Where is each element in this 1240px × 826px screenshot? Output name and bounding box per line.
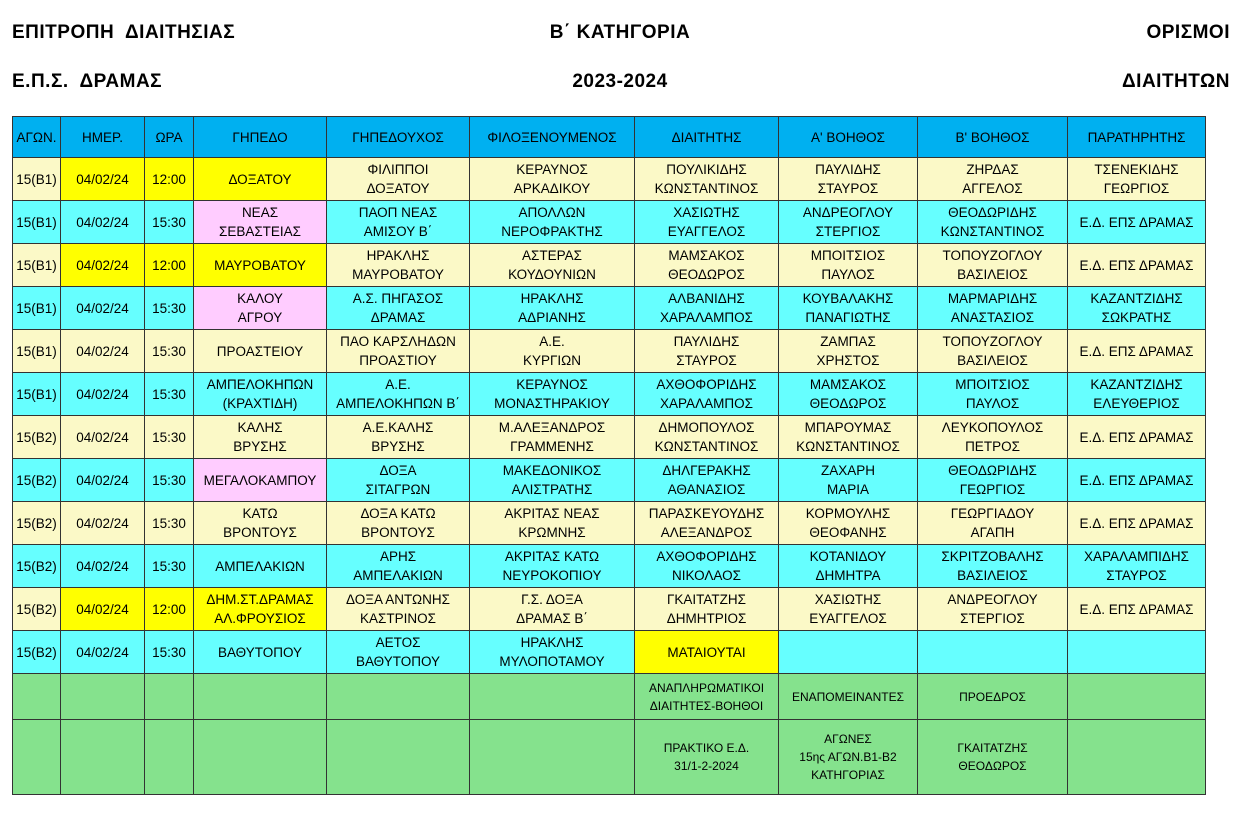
cell-match-round: 15(Β2) (13, 459, 61, 502)
season-title: 2023-2024 (572, 71, 668, 92)
cell-away-team: ΜΑΚΕΔΟΝΙΚΟΣ ΑΛΙΣΤΡΑΤΗΣ (470, 459, 635, 502)
column-header-observer: ΠΑΡΑΤΗΡΗΤΗΣ (1068, 117, 1206, 158)
footer-cell-home-team (327, 674, 470, 720)
cell-time: 15:30 (145, 459, 194, 502)
cell-referee: ΔΗΛΓΕΡΑΚΗΣ ΑΘΑΝΑΣΙΟΣ (635, 459, 779, 502)
column-header-time: ΩΡΑ (145, 117, 194, 158)
cell-match-round: 15(Β1) (13, 158, 61, 201)
cell-stadium: ΜΕΓΑΛΟΚΑΜΠΟΥ (194, 459, 327, 502)
federation-name: Ε.Π.Σ. ΔΡΑΜΑΣ (12, 71, 163, 92)
cell-assistant-2: ΖΗΡΔΑΣ ΑΓΓΕΛΟΣ (918, 158, 1068, 201)
table-row (13, 330, 1206, 373)
cell-home-team: ΔΟΞΑ ΣΙΤΑΓΡΩΝ (327, 459, 470, 502)
cell-observer: ΧΑΡΑΛΑΜΠΙΔΗΣ ΣΤΑΥΡΟΣ (1068, 545, 1206, 588)
cell-date: 04/02/24 (61, 158, 145, 201)
footer-cell-stadium (194, 674, 327, 720)
footer-cell-referee: ΑΝΑΠΛΗΡΩΜΑΤΙΚΟΙ ΔΙΑΙΤΗΤΕΣ-ΒΟΗΘΟΙ (635, 674, 779, 720)
cell-assistant-1: ΚΟΥΒΑΛΑΚΗΣ ΠΑΝΑΓΙΩΤΗΣ (779, 287, 918, 330)
cell-stadium: ΒΑΘΥΤΟΠΟΥ (194, 631, 327, 674)
cell-match-round: 15(Β2) (13, 588, 61, 631)
cell-date: 04/02/24 (61, 373, 145, 416)
cell-observer: Ε.Δ. ΕΠΣ ΔΡΑΜΑΣ (1068, 459, 1206, 502)
footer-cell-match-round (13, 674, 61, 720)
cell-away-team: ΑΚΡΙΤΑΣ ΚΑΤΩ ΝΕΥΡΟΚΟΠΙΟΥ (470, 545, 635, 588)
cell-date: 04/02/24 (61, 631, 145, 674)
cell-home-team: ΗΡΑΚΛΗΣ ΜΑΥΡΟΒΑΤΟΥ (327, 244, 470, 287)
footer-cell-time (145, 674, 194, 720)
cell-away-team: Μ.ΑΛΕΞΑΝΔΡΟΣ ΓΡΑΜΜΕΝΗΣ (470, 416, 635, 459)
cell-observer: ΚΑΖΑΝΤΖΙΔΗΣ ΕΛΕΥΘΕΡΙΟΣ (1068, 373, 1206, 416)
footer-cell-date (61, 720, 145, 795)
cell-time: 15:30 (145, 416, 194, 459)
cell-assistant-1: ΠΑΥΛΙΔΗΣ ΣΤΑΥΡΟΣ (779, 158, 918, 201)
cell-match-round: 15(Β2) (13, 631, 61, 674)
cell-date: 04/02/24 (61, 459, 145, 502)
cell-time: 12:00 (145, 244, 194, 287)
footer-cell-referee: ΠΡΑΚΤΙΚΟ Ε.Δ. 31/1-2-2024 (635, 720, 779, 795)
committee-title: ΕΠΙΤΡΟΠΗ ΔΙΑΙΤΗΣΙΑΣ (12, 22, 236, 43)
cell-match-round: 15(Β1) (13, 373, 61, 416)
cell-referee: ΜΑΤΑΙΟΥΤΑΙ (635, 631, 779, 674)
cell-observer (1068, 631, 1206, 674)
column-header-assistant-2: Β' ΒΟΗΘΟΣ (918, 117, 1068, 158)
cell-assistant-1: ΜΠΟΙΤΣΙΟΣ ΠΑΥΛΟΣ (779, 244, 918, 287)
column-header-home-team: ΓΗΠΕΔΟΥΧΟΣ (327, 117, 470, 158)
table-row (13, 588, 1206, 631)
column-header-stadium: ΓΗΠΕΔΟ (194, 117, 327, 158)
cell-match-round: 15(Β2) (13, 502, 61, 545)
referee-assignments-table (12, 116, 1206, 795)
footer-cell-stadium (194, 720, 327, 795)
footer-cell-assistant-2: ΓΚΑΙΤΑΤΖΗΣ ΘΕΟΔΩΡΟΣ (918, 720, 1068, 795)
cell-time: 15:30 (145, 201, 194, 244)
cell-time: 15:30 (145, 330, 194, 373)
cell-time: 15:30 (145, 631, 194, 674)
cell-observer: Ε.Δ. ΕΠΣ ΔΡΑΜΑΣ (1068, 588, 1206, 631)
cell-away-team: ΑΠΟΛΛΩΝ ΝΕΡΟΦΡΑΚΤΗΣ (470, 201, 635, 244)
cell-assistant-1: ΜΠΑΡΟΥΜΑΣ ΚΩΝΣΤΑΝΤΙΝΟΣ (779, 416, 918, 459)
cell-date: 04/02/24 (61, 201, 145, 244)
footer-cell-home-team (327, 720, 470, 795)
assignments-title: ΟΡΙΣΜΟΙ (1146, 22, 1230, 43)
column-header-date: ΗΜΕΡ. (61, 117, 145, 158)
cell-assistant-1: ΑΝΔΡΕΟΓΛΟΥ ΣΤΕΡΓΙΟΣ (779, 201, 918, 244)
cell-assistant-1: ΚΟΤΑΝΙΔΟΥ ΔΗΜΗΤΡΑ (779, 545, 918, 588)
table-row (13, 416, 1206, 459)
table-row (13, 373, 1206, 416)
referees-title: ΔΙΑΙΤΗΤΩΝ (1122, 71, 1230, 92)
footer-cell-match-round (13, 720, 61, 795)
cell-date: 04/02/24 (61, 330, 145, 373)
column-header-assistant-1: Α' ΒΟΗΘΟΣ (779, 117, 918, 158)
cell-home-team: ΠΑΟΠ ΝΕΑΣ ΑΜΙΣΟΥ Β΄ (327, 201, 470, 244)
cell-date: 04/02/24 (61, 416, 145, 459)
cell-home-team: Α.Σ. ΠΗΓΑΣΟΣ ΔΡΑΜΑΣ (327, 287, 470, 330)
footer-cell-assistant-1: ΕΝΑΠΟΜΕΙΝΑΝΤΕΣ (779, 674, 918, 720)
cell-stadium: ΜΑΥΡΟΒΑΤΟΥ (194, 244, 327, 287)
table-row (13, 158, 1206, 201)
cell-referee: ΠΟΥΛΙΚΙΔΗΣ ΚΩΝΣΤΑΝΤΙΝΟΣ (635, 158, 779, 201)
footer-cell-time (145, 720, 194, 795)
cell-home-team: ΔΟΞΑ ΑΝΤΩΝΗΣ ΚΑΣΤΡΙΝΟΣ (327, 588, 470, 631)
footer-cell-date (61, 674, 145, 720)
cell-away-team: Α.Ε. ΚΥΡΓΙΩΝ (470, 330, 635, 373)
cell-referee: ΠΑΡΑΣΚΕΥΟΥΔΗΣ ΑΛΕΞΑΝΔΡΟΣ (635, 502, 779, 545)
table-row (13, 459, 1206, 502)
cell-observer: Ε.Δ. ΕΠΣ ΔΡΑΜΑΣ (1068, 244, 1206, 287)
cell-home-team: ΑΕΤΟΣ ΒΑΘΥΤΟΠΟΥ (327, 631, 470, 674)
cell-assistant-2: ΘΕΟΔΩΡΙΔΗΣ ΓΕΩΡΓΙΟΣ (918, 459, 1068, 502)
cell-referee: ΜΑΜΣΑΚΟΣ ΘΕΟΔΩΡΟΣ (635, 244, 779, 287)
cell-time: 12:00 (145, 158, 194, 201)
cell-date: 04/02/24 (61, 588, 145, 631)
cell-referee: ΠΑΥΛΙΔΗΣ ΣΤΑΥΡΟΣ (635, 330, 779, 373)
table-header-row (13, 117, 1206, 158)
cell-assistant-1 (779, 631, 918, 674)
cell-home-team: ΔΟΞΑ ΚΑΤΩ ΒΡΟΝΤΟΥΣ (327, 502, 470, 545)
cell-referee: ΑΧΘΟΦΟΡΙΔΗΣ ΧΑΡΑΛΑΜΠΟΣ (635, 373, 779, 416)
table-row (13, 502, 1206, 545)
footer-cell-observer (1068, 720, 1206, 795)
cell-date: 04/02/24 (61, 287, 145, 330)
cell-match-round: 15(Β2) (13, 416, 61, 459)
cell-home-team: Α.Ε.ΚΑΛΗΣ ΒΡΥΣΗΣ (327, 416, 470, 459)
cell-away-team: ΗΡΑΚΛΗΣ ΑΔΡΙΑΝΗΣ (470, 287, 635, 330)
column-header-away-team: ΦΙΛΟΞΕΝΟΥΜΕΝΟΣ (470, 117, 635, 158)
column-header-referee: ΔΙΑΙΤΗΤΗΣ (635, 117, 779, 158)
cell-assistant-1: ΧΑΣΙΩΤΗΣ ΕΥΑΓΓΕΛΟΣ (779, 588, 918, 631)
cell-referee: ΑΛΒΑΝΙΔΗΣ ΧΑΡΑΛΑΜΠΟΣ (635, 287, 779, 330)
cell-observer: Ε.Δ. ΕΠΣ ΔΡΑΜΑΣ (1068, 416, 1206, 459)
cell-assistant-2: ΜΠΟΙΤΣΙΟΣ ΠΑΥΛΟΣ (918, 373, 1068, 416)
cell-observer: Ε.Δ. ΕΠΣ ΔΡΑΜΑΣ (1068, 502, 1206, 545)
footer-cell-observer (1068, 674, 1206, 720)
cell-match-round: 15(Β1) (13, 201, 61, 244)
table-row (13, 287, 1206, 330)
cell-assistant-2 (918, 631, 1068, 674)
table-body (13, 158, 1206, 795)
cell-time: 15:30 (145, 373, 194, 416)
cell-time: 15:30 (145, 287, 194, 330)
cell-away-team: Γ.Σ. ΔΟΞΑ ΔΡΑΜΑΣ Β΄ (470, 588, 635, 631)
cell-stadium: ΑΜΠΕΛΟΚΗΠΩΝ (ΚΡΑΧΤΙΔΗ) (194, 373, 327, 416)
cell-stadium: ΑΜΠΕΛΑΚΙΩΝ (194, 545, 327, 588)
table-row (13, 631, 1206, 674)
cell-assistant-2: ΑΝΔΡΕΟΓΛΟΥ ΣΤΕΡΓΙΟΣ (918, 588, 1068, 631)
cell-match-round: 15(Β1) (13, 244, 61, 287)
table-row (13, 201, 1206, 244)
cell-home-team: ΦΙΛΙΠΠΟΙ ΔΟΞΑΤΟΥ (327, 158, 470, 201)
cell-time: 15:30 (145, 545, 194, 588)
footer-cell-assistant-1: ΑΓΩΝΕΣ 15ης ΑΓΩΝ.Β1-Β2 ΚΑΤΗΓΟΡΙΑΣ (779, 720, 918, 795)
cell-match-round: 15(Β2) (13, 545, 61, 588)
cell-referee: ΔΗΜΟΠΟΥΛΟΣ ΚΩΝΣΤΑΝΤΙΝΟΣ (635, 416, 779, 459)
cell-referee: ΓΚΑΙΤΑΤΖΗΣ ΔΗΜΗΤΡΙΟΣ (635, 588, 779, 631)
cell-away-team: ΑΚΡΙΤΑΣ ΝΕΑΣ ΚΡΩΜΝΗΣ (470, 502, 635, 545)
footer-cell-assistant-2: ΠΡΟΕΔΡΟΣ (918, 674, 1068, 720)
cell-date: 04/02/24 (61, 502, 145, 545)
cell-away-team: ΑΣΤΕΡΑΣ ΚΟΥΔΟΥΝΙΩΝ (470, 244, 635, 287)
column-header-match-round: ΑΓΩΝ. (13, 117, 61, 158)
cell-referee: ΧΑΣΙΩΤΗΣ ΕΥΑΓΓΕΛΟΣ (635, 201, 779, 244)
cell-assistant-1: ΖΑΜΠΑΣ ΧΡΗΣΤΟΣ (779, 330, 918, 373)
cell-time: 12:00 (145, 588, 194, 631)
cell-home-team: ΠΑΟ ΚΑΡΣΛΗΔΩΝ ΠΡΟΑΣΤΙΟΥ (327, 330, 470, 373)
cell-date: 04/02/24 (61, 545, 145, 588)
cell-assistant-2: ΤΟΠΟΥΖΟΓΛΟΥ ΒΑΣΙΛΕΙΟΣ (918, 330, 1068, 373)
cell-date: 04/02/24 (61, 244, 145, 287)
cell-observer: ΚΑΖΑΝΤΖΙΔΗΣ ΣΩΚΡΑΤΗΣ (1068, 287, 1206, 330)
cell-home-team: ΑΡΗΣ ΑΜΠΕΛΑΚΙΩΝ (327, 545, 470, 588)
cell-assistant-2: ΘΕΟΔΩΡΙΔΗΣ ΚΩΝΣΤΑΝΤΙΝΟΣ (918, 201, 1068, 244)
cell-stadium: ΚΑΤΩ ΒΡΟΝΤΟΥΣ (194, 502, 327, 545)
cell-assistant-2: ΜΑΡΜΑΡΙΔΗΣ ΑΝΑΣΤΑΣΙΟΣ (918, 287, 1068, 330)
cell-away-team: ΚΕΡΑΥΝΟΣ ΜΟΝΑΣΤΗΡΑΚΙΟΥ (470, 373, 635, 416)
cell-referee: ΑΧΘΟΦΟΡΙΔΗΣ ΝΙΚΟΛΑΟΣ (635, 545, 779, 588)
cell-stadium: ΔΗΜ.ΣΤ.ΔΡΑΜΑΣ ΑΛ.ΦΡΟΥΣΙΟΣ (194, 588, 327, 631)
cell-away-team: ΗΡΑΚΛΗΣ ΜΥΛΟΠΟΤΑΜΟΥ (470, 631, 635, 674)
cell-assistant-2: ΓΕΩΡΓΙΑΔΟΥ ΑΓΑΠΗ (918, 502, 1068, 545)
cell-time: 15:30 (145, 502, 194, 545)
cell-home-team: Α.Ε. ΑΜΠΕΛΟΚΗΠΩΝ Β΄ (327, 373, 470, 416)
cell-stadium: ΝΕΑΣ ΣΕΒΑΣΤΕΙΑΣ (194, 201, 327, 244)
cell-match-round: 15(Β1) (13, 330, 61, 373)
table-row (13, 545, 1206, 588)
footer-cell-away-team (470, 720, 635, 795)
footer-cell-away-team (470, 674, 635, 720)
cell-assistant-2: ΛΕΥΚΟΠΟΥΛΟΣ ΠΕΤΡΟΣ (918, 416, 1068, 459)
cell-stadium: ΔΟΞΑΤΟΥ (194, 158, 327, 201)
category-title: Β΄ ΚΑΤΗΓΟΡΙΑ (549, 22, 691, 43)
cell-assistant-1: ΖΑΧΑΡΗ ΜΑΡΙΑ (779, 459, 918, 502)
cell-assistant-1: ΜΑΜΣΑΚΟΣ ΘΕΟΔΩΡΟΣ (779, 373, 918, 416)
footer-row (13, 720, 1206, 795)
table-row (13, 244, 1206, 287)
cell-assistant-1: ΚΟΡΜΟΥΛΗΣ ΘΕΟΦΑΝΗΣ (779, 502, 918, 545)
cell-away-team: ΚΕΡΑΥΝΟΣ ΑΡΚΑΔΙΚΟΥ (470, 158, 635, 201)
cell-observer: ΤΣΕΝΕΚΙΔΗΣ ΓΕΩΡΓΙΟΣ (1068, 158, 1206, 201)
cell-observer: Ε.Δ. ΕΠΣ ΔΡΑΜΑΣ (1068, 330, 1206, 373)
cell-observer: Ε.Δ. ΕΠΣ ΔΡΑΜΑΣ (1068, 201, 1206, 244)
cell-assistant-2: ΣΚΡΙΤΖΟΒΑΛΗΣ ΒΑΣΙΛΕΙΟΣ (918, 545, 1068, 588)
cell-stadium: ΚΑΛΗΣ ΒΡΥΣΗΣ (194, 416, 327, 459)
cell-assistant-2: ΤΟΠΟΥΖΟΓΛΟΥ ΒΑΣΙΛΕΙΟΣ (918, 244, 1068, 287)
cell-match-round: 15(Β1) (13, 287, 61, 330)
footer-row (13, 674, 1206, 720)
cell-stadium: ΚΑΛΟΥ ΑΓΡΟΥ (194, 287, 327, 330)
cell-stadium: ΠΡΟΑΣΤΕΙΟΥ (194, 330, 327, 373)
